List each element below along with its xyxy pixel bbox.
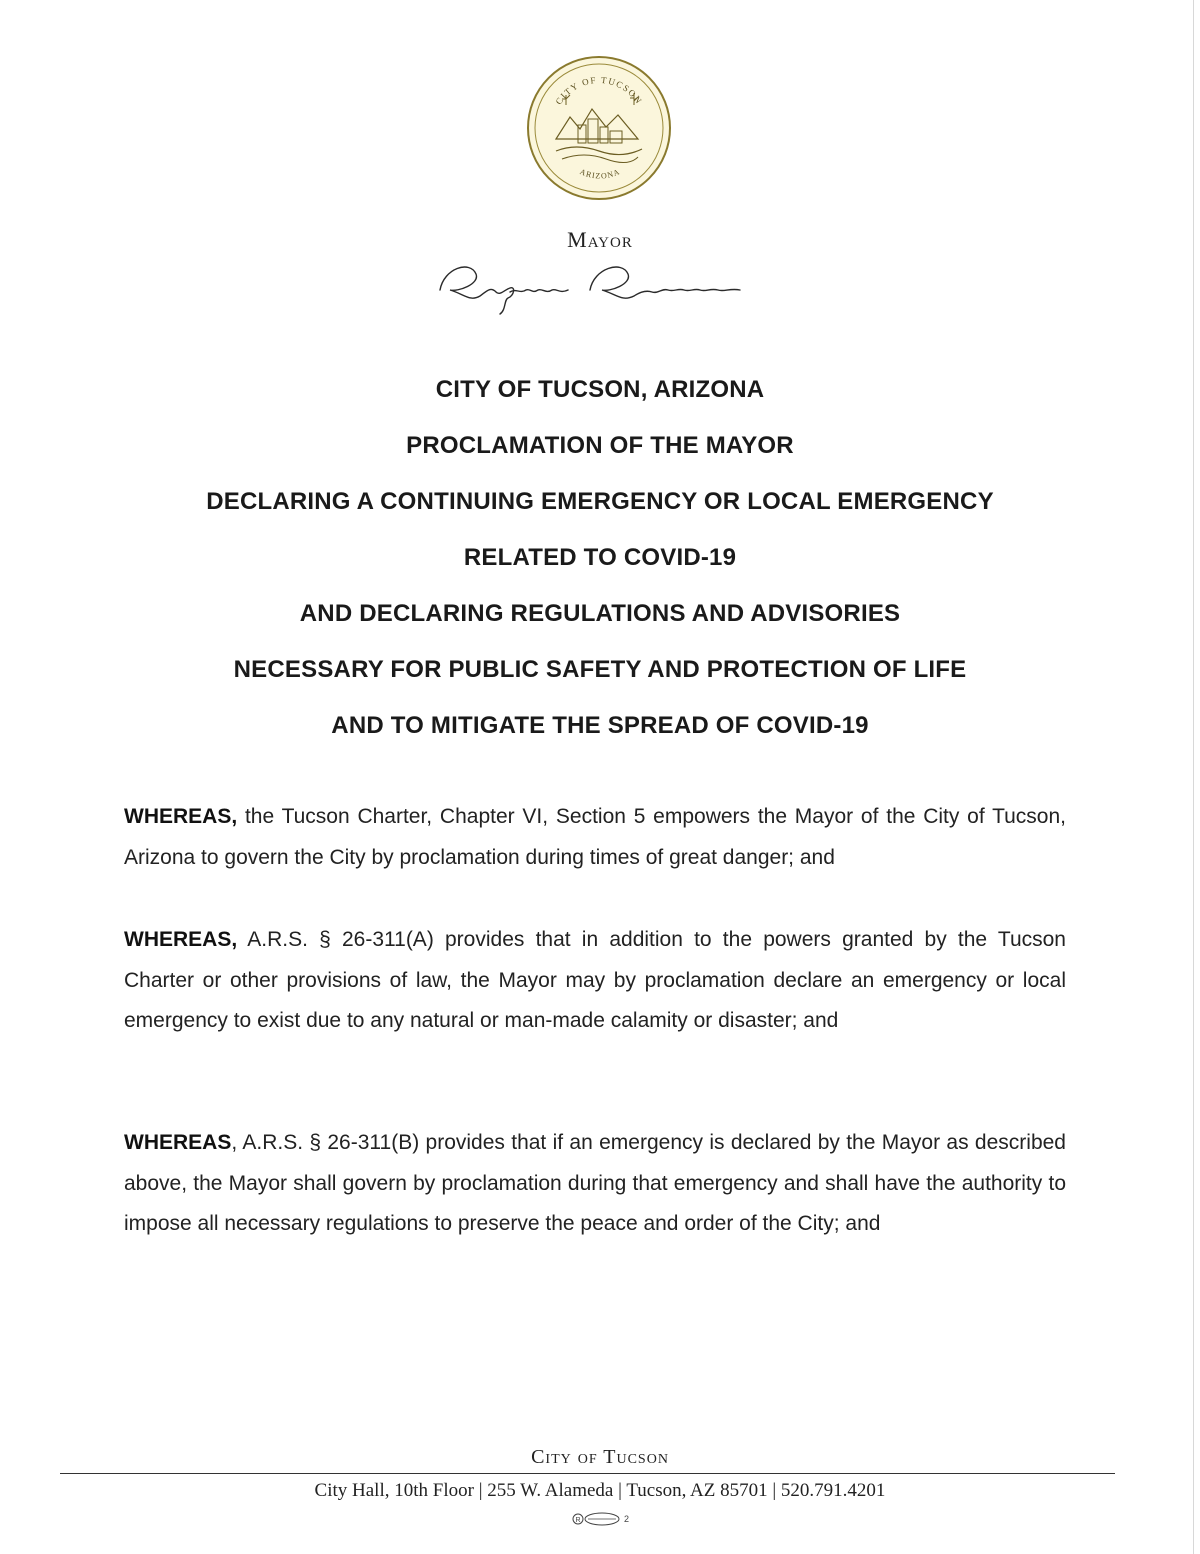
paragraph-text: the Tucson Charter, Chapter VI, Section 5 empowers the Mayor of the City of Tucson, Arizona to govern the City by proclamation during times of great danger; and [124, 805, 1066, 869]
mayor-label: Mayor [567, 227, 633, 252]
footer-city-name: City of Tucson [531, 1446, 669, 1468]
heading-public-safety: NECESSARY FOR PUBLIC SAFETY AND PROTECTION OF LIFE [233, 656, 967, 683]
union-bug-number: 2 [624, 1514, 630, 1524]
heading-regulations: AND DECLARING REGULATIONS AND ADVISORIES [299, 600, 901, 627]
whereas-paragraph-2 [124, 920, 1066, 1042]
whereas-paragraph-3 [124, 1123, 1066, 1245]
proclamation-headings [0, 362, 1200, 754]
seal-bottom-text: ARIZONA [578, 167, 622, 181]
seal-top-text: CITY OF TUCSON [553, 74, 645, 107]
footer-address: City Hall, 10th Floor | 255 W. Alameda | Tucson, AZ 85701 | 520.791.4201 [314, 1480, 886, 1501]
city-seal-icon [526, 55, 672, 201]
heading-mitigate: AND TO MITIGATE THE SPREAD OF COVID-19 [331, 712, 869, 739]
paragraph-text: A.R.S. § 26-311(A) provides that in addition to the powers granted by the Tucson Charter or other provisions of law, the Mayor may by proclamation declare an emergency or local emergency to exist due to any natural or man-made calamity or disaster; and [124, 928, 1066, 1032]
heading-declaring: DECLARING A CONTINUING EMERGENCY OR LOCAL EMERGENCY [206, 488, 994, 515]
whereas-lead: WHEREAS, [124, 928, 238, 951]
heading-city: CITY OF TUCSON, ARIZONA [435, 376, 765, 403]
heading-proclamation: PROCLAMATION OF THE MAYOR [406, 432, 794, 459]
whereas-paragraph-1 [124, 797, 1066, 878]
whereas-lead: WHEREAS, [124, 805, 238, 828]
heading-related: RELATED TO COVID-19 [463, 544, 737, 571]
whereas-lead: WHEREAS [124, 1131, 232, 1154]
svg-text:R: R [575, 1517, 581, 1524]
footer-divider [60, 1473, 1115, 1474]
mayor-signature [430, 250, 760, 320]
paragraph-text: , A.R.S. § 26-311(B) provides that if an emergency is declared by the Mayor as described above, the Mayor shall govern by proclamation during that emergency and shall have the authority to impose all necessary regulations to preserve the peace and order of the City; and [124, 1131, 1066, 1235]
union-label-icon [572, 1510, 632, 1528]
